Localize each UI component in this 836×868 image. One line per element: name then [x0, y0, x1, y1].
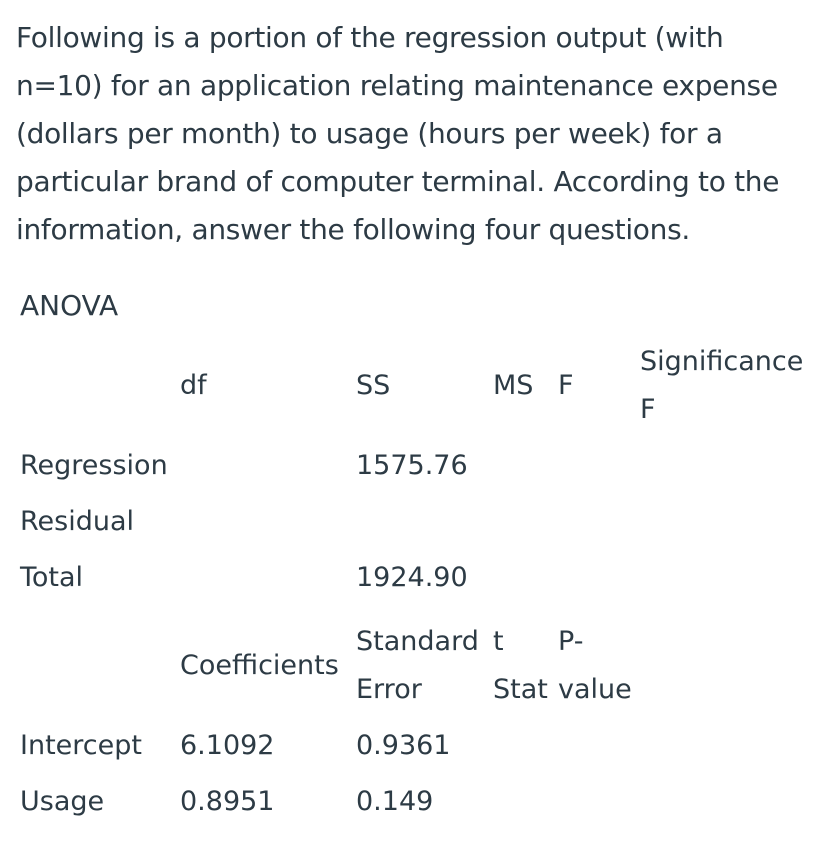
coef-header-se-line1: Standard	[356, 626, 479, 657]
anova-header-f: F	[558, 370, 574, 401]
coef-header-t-line1: t	[493, 626, 504, 657]
anova-header-ss: SS	[356, 370, 391, 401]
anova-header-significance-line2: F	[640, 394, 656, 425]
coef-row-usage-label: Usage	[20, 786, 105, 817]
anova-row-regression-label: Regression	[20, 450, 168, 481]
coef-header-p-line1: P-	[558, 626, 584, 657]
anova-row-residual-label: Residual	[20, 506, 135, 537]
coef-row-usage-coef: 0.8951	[180, 786, 275, 817]
coef-row-usage-se: 0.149	[356, 786, 434, 817]
coef-header-p-line2: value	[558, 674, 632, 705]
coef-header-coefficients: Coefficients	[180, 650, 339, 681]
anova-header-df: df	[180, 370, 207, 401]
coef-row-intercept-se: 0.9361	[356, 730, 451, 761]
anova-row-total-label: Total	[20, 562, 84, 593]
question-text: Following is a portion of the regression output (with n=10) for an application relating maintenance expense (dollars per month) to usage (hours per week) for a particular brand of computer terminal. According to the information, answer the following four questions.	[16, 21, 780, 246]
anova-row-total-ss: 1924.90	[356, 562, 468, 593]
anova-title: ANOVA	[20, 289, 119, 322]
coef-row-intercept-coef: 6.1092	[180, 730, 275, 761]
anova-row-regression-ss: 1575.76	[356, 450, 468, 481]
anova-header-ms: MS	[493, 370, 534, 401]
coef-header-t-line2: Stat	[493, 674, 548, 705]
coef-header-se-line2: Error	[356, 674, 422, 705]
coef-row-intercept-label: Intercept	[20, 730, 142, 761]
anova-header-significance-line1: Significance	[640, 346, 804, 377]
